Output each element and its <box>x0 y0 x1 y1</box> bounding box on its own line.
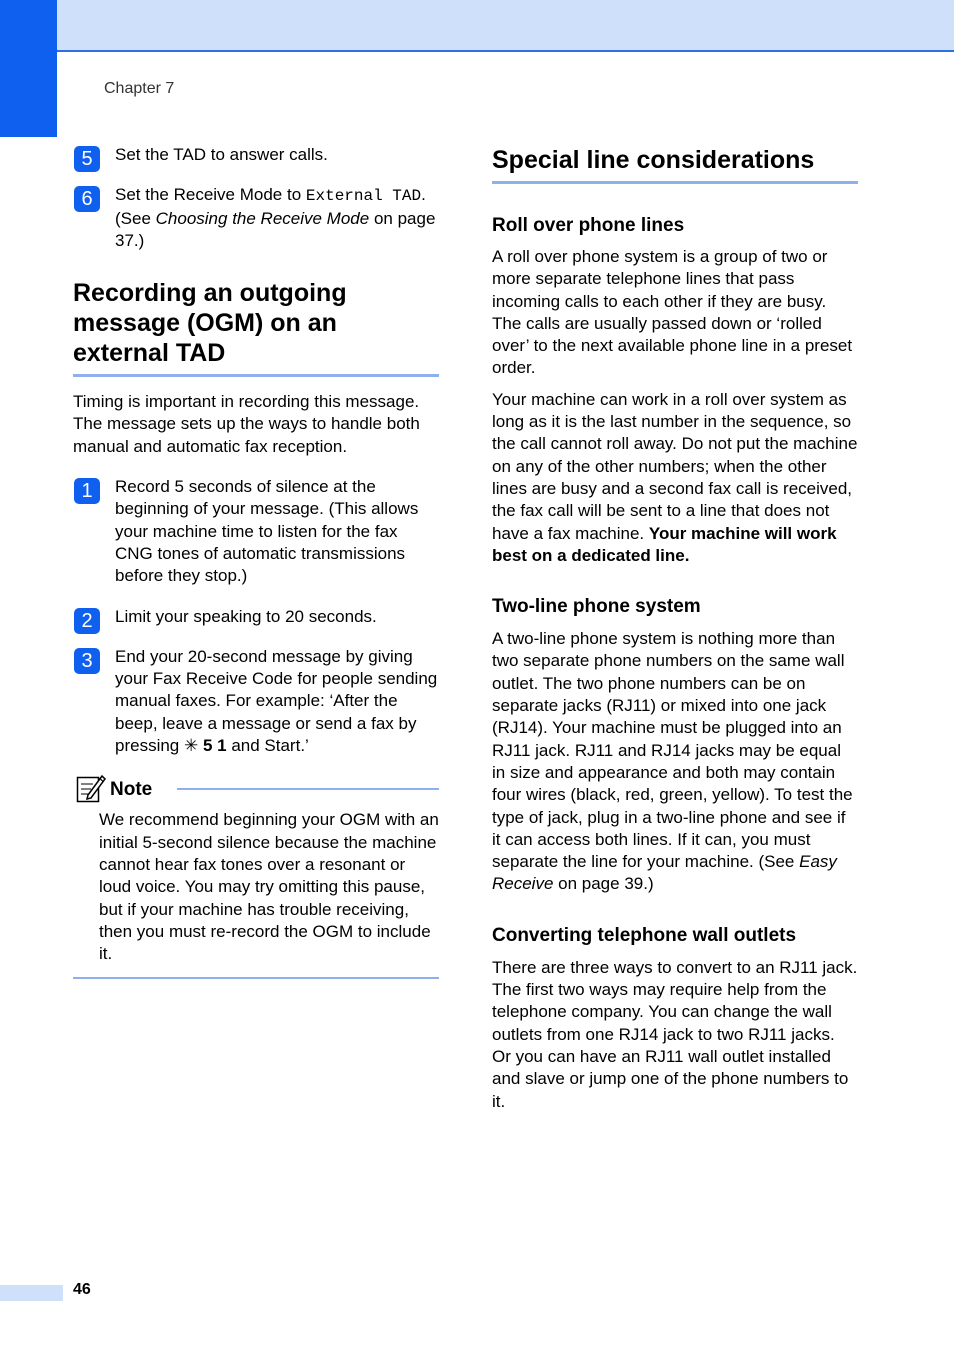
convert-paragraph: There are three ways to convert to an RJ11 jack. The first two ways may require help from the telephone company. You can change the wall outlets from one RJ14 jack to two RJ11 jacks. Or you can have an RJ11 wall outlet installed and slave or jump one of the phone numbers to it. <box>492 957 858 1111</box>
step-number-badge: 1 <box>74 478 100 504</box>
paragraph-text: on page 39.) <box>553 874 654 894</box>
paragraph-text: A two-line phone system is nothing more than two separate phone numbers on the same wall outlet. The two phone numbers can be on separate jacks (RJ11) or mixed into one jack (RJ14). Your machine must be plugged into an RJ11 jack. RJ11 and RJ14 jacks may be equal in size and appearance and both may contain four wires (black, red, green, yellow). To test the type of jack, plug in a two-line phone and see if it can access both lines. If it can, you must separate the line for your machine. (See <box>492 629 853 872</box>
rollover-paragraph-1: A roll over phone system is a group of two or more separate telephone lines that pass incoming calls to each other if they are busy. The calls are usually passed down or ‘rolled over’ to the next available phone line in a preset order. <box>492 247 853 378</box>
star-key-icon: ✳ <box>183 736 199 756</box>
cross-reference: Choosing the Receive Mode <box>155 208 370 228</box>
header-band <box>0 0 954 52</box>
step-text: End your 20-second message by giving your Fax Receive Code for people sending manual faxes. For example: ‘After the beep, leave a message or send a fax by pressing <box>115 646 438 756</box>
step-5 <box>73 144 439 170</box>
note-pencil-icon <box>76 773 106 803</box>
step-number-badge: 3 <box>74 648 100 674</box>
intro-paragraph: Timing is important in recording this message. The message sets up the ways to handle both manual and automatic fax reception. <box>73 392 420 456</box>
step-2 <box>73 606 439 632</box>
left-column <box>73 140 439 979</box>
step-number-badge: 5 <box>74 146 100 172</box>
step-number-badge: 2 <box>74 608 100 634</box>
note-label: Note <box>110 779 153 801</box>
paragraph-text: Your machine can work in a roll over system as long as it is the last number in the sequence, so the call cannot roll away. Do not put the machine on any of the other numbers; when the other lines are busy and a second fax call is received, the fax call will be sent to a line that does not have a fax machine. <box>492 389 858 543</box>
section-heading-ogm: Recording an outgoing message (OGM) on an external TAD <box>73 278 439 377</box>
cross-reference: Easy Receive <box>492 852 837 894</box>
step-text: Limit your speaking to 20 seconds. <box>115 606 377 626</box>
step-3 <box>73 646 439 757</box>
note-box <box>73 771 439 979</box>
step-text: Set the Receive Mode to <box>115 185 306 205</box>
step-text: and Start.’ <box>226 736 309 756</box>
mode-name: External TAD <box>305 187 422 206</box>
step-1 <box>73 476 439 587</box>
note-text: We recommend beginning your OGM with an initial 5-second silence because the machine cannot hear fax tones over a resonant or loud voice. You may try omitting this pause, but if your machine has trouble receiving, then you must re-record the OGM to include it. <box>99 810 439 964</box>
subheading-converting-outlets: Converting telephone wall outlets <box>492 924 797 946</box>
subheading-roll-over: Roll over phone lines <box>492 215 685 236</box>
right-column <box>492 140 858 1113</box>
emphasis-text: Your machine will work best on a dedicated line. <box>492 523 837 565</box>
footer-band <box>0 1285 63 1301</box>
note-end-rule <box>73 977 439 979</box>
step-text: Record 5 seconds of silence at the beginning of your message. (This allows your machine time to listen for the fax CNG tones of automatic transmissions before they stop.) <box>115 477 419 586</box>
note-rule <box>177 788 439 790</box>
step-text: on page 37.) <box>115 208 436 250</box>
step-6 <box>73 184 439 252</box>
section-heading-special-lines: Special line considerations <box>492 145 858 184</box>
chapter-tab <box>0 0 57 137</box>
receive-code: 5 1 <box>202 736 227 756</box>
step-text: Set the TAD to answer calls. <box>115 145 328 164</box>
note-header <box>73 771 439 809</box>
chapter-label: Chapter 7 <box>104 80 175 97</box>
step-number-badge: 6 <box>74 186 100 212</box>
page-number: 46 <box>73 1281 91 1298</box>
rollover-paragraph-2 <box>492 389 858 567</box>
twoline-paragraph <box>492 628 858 896</box>
step-text: . (See <box>115 185 426 228</box>
subheading-two-line: Two-line phone system <box>492 596 701 618</box>
